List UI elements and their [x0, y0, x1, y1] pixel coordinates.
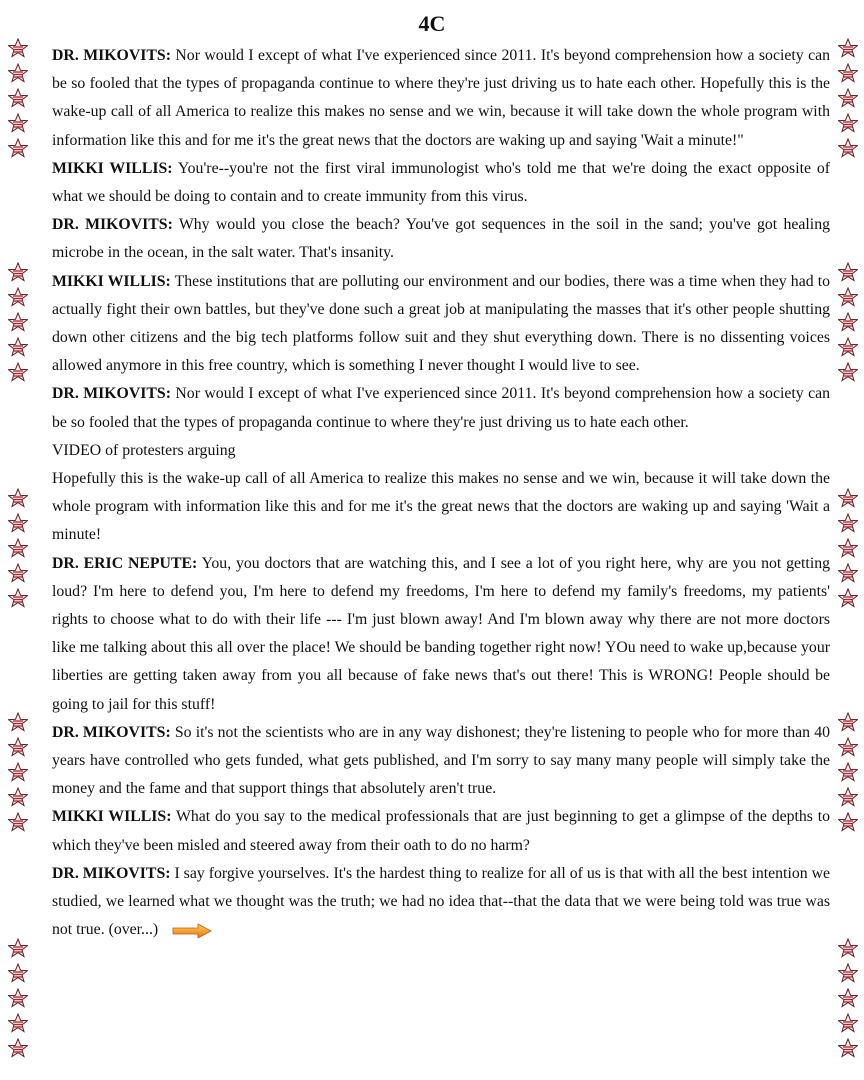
star-border-left-3 [8, 488, 28, 613]
transcript-entry [52, 860, 830, 945]
star-icon [8, 488, 28, 508]
transcript [52, 42, 830, 945]
star-icon [8, 812, 28, 832]
star-icon [838, 1038, 858, 1058]
star-icon [838, 538, 858, 558]
star-icon [8, 287, 28, 307]
star-icon [838, 138, 858, 158]
speaker-name: DR. MIKOVITS: [52, 723, 171, 741]
star-icon [8, 63, 28, 83]
star-border-left-2 [8, 262, 28, 387]
speaker-name: MIKKI WILLIS: [52, 272, 171, 290]
star-border-left-5 [8, 938, 28, 1063]
star-icon [838, 38, 858, 58]
star-icon [838, 337, 858, 357]
entry-text: I say forgive yourselves. It's the hardest thing to realize for all of us is that with all the best intention we studied, we learned what we thought was the truth; we had no idea that--that the data that we were being told was true was not true. (over...) [52, 864, 831, 939]
star-border-right-4 [838, 712, 858, 837]
star-icon [8, 113, 28, 133]
star-border-right-2 [838, 262, 858, 387]
transcript-entry [52, 719, 830, 804]
entry-text: You're--you're not the first viral immunologist who's told me that we're doing the exact opposite of what we should be doing to contain and to create immunity from this virus. [52, 159, 830, 206]
star-icon [8, 1038, 28, 1058]
star-icon [838, 787, 858, 807]
star-icon [8, 1013, 28, 1033]
transcript-entry [52, 465, 830, 550]
star-icon [838, 988, 858, 1008]
speaker-name: DR. MIKOVITS: [52, 385, 171, 403]
entry-text: Nor would I except of what I've experienced since 2011. It's beyond comprehension how a society can be so fooled that the types of propaganda continue to where they're just driving us to hate each other. Hopefully this is the wake-up call of all America to realize this makes no sense and we win, because it will take down the whole program with information like this and for me it's the great news that the doctors are waking up and saying 'Wait a minute!" [52, 47, 830, 149]
star-icon [838, 63, 858, 83]
star-icon [838, 262, 858, 282]
star-icon [838, 113, 858, 133]
star-icon [8, 312, 28, 332]
transcript-entry [52, 211, 830, 267]
transcript-entry [52, 155, 830, 211]
entry-text: Why would you close the beach? You've got sequences in the soil in the sand; you've got healing microbe in the ocean, in the salt water. That's insanity. [52, 216, 830, 262]
speaker-name: DR. MIKOVITS: [52, 864, 171, 882]
star-icon [838, 88, 858, 108]
star-icon [8, 138, 28, 158]
speaker-name: DR. MIKOVITS: [52, 216, 173, 234]
star-icon [838, 737, 858, 757]
star-icon [8, 513, 28, 533]
star-icon [838, 812, 858, 832]
star-icon [838, 963, 858, 983]
star-border-left-1 [8, 38, 28, 163]
transcript-entry [52, 268, 830, 381]
star-icon [838, 513, 858, 533]
entry-text: Nor would I except of what I've experienced since 2011. It's beyond comprehension how a society can be so fooled that the types of propaganda continue to where they're just driving us to hate each other. [52, 385, 830, 431]
speaker-name: MIKKI WILLIS: [52, 159, 173, 177]
star-border-right-1 [838, 38, 858, 163]
star-icon [838, 287, 858, 307]
speaker-name: DR. ERIC NEPUTE: [52, 554, 198, 572]
star-icon [838, 938, 858, 958]
star-icon [8, 563, 28, 583]
star-icon [8, 588, 28, 608]
entry-text: So it's not the scientists who are in any way dishonest; they're listening to people who for more than 40 years have controlled who gets funded, what gets published, and I'm sorry to say many many people will simply take the money and the fame and that support things that absolutely aren't true. [52, 723, 830, 798]
star-icon [8, 963, 28, 983]
star-icon [838, 762, 858, 782]
entry-text: Hopefully this is the wake-up call of all America to realize this makes no sense and we win, because it will take down the whole program with information like this and for me it's the great news that the doctors are waking up and saying 'Wait a minute! [52, 470, 830, 544]
speaker-name: DR. MIKOVITS: [52, 47, 171, 64]
transcript-entry [52, 42, 830, 155]
star-border-right-3 [838, 488, 858, 613]
star-icon [838, 488, 858, 508]
transcript-entry [52, 803, 830, 859]
star-icon [8, 787, 28, 807]
star-icon [838, 712, 858, 732]
entry-text: These institutions that are polluting our environment and our bodies, there was a time when they had to actually fight their own battles, but they've done such a great job at manipulating the masses that it's other people shutting down other citizens and the big tech platforms follow suit and they shut everything down. There is no dissenting voices allowed anymore in this free country, which is something I never thought I would live to see. [52, 272, 831, 375]
star-icon [8, 938, 28, 958]
arrow-right-icon [172, 923, 212, 939]
star-icon [8, 712, 28, 732]
star-icon [8, 88, 28, 108]
star-icon [838, 563, 858, 583]
star-border-left-4 [8, 712, 28, 837]
star-icon [838, 362, 858, 382]
star-icon [838, 312, 858, 332]
star-icon [8, 538, 28, 558]
transcript-entry [52, 550, 830, 719]
star-icon [8, 262, 28, 282]
speaker-name: MIKKI WILLIS: [52, 808, 172, 826]
transcript-entry [52, 380, 830, 436]
star-border-right-5 [838, 938, 858, 1063]
star-icon [8, 38, 28, 58]
stage-direction [52, 437, 830, 465]
star-icon [838, 1013, 858, 1033]
star-icon [8, 737, 28, 757]
entry-text: What do you say to the medical professionals that are just beginning to get a glimpse of the depths to which they've been misled and steered away from their oath to do no harm? [52, 808, 830, 854]
star-icon [838, 588, 858, 608]
entry-text: You, you doctors that are watching this, and I see a lot of you right here, why are you not getting loud? I'm here to defend you, I'm here to defend my freedoms, I'm here to defend my family's freedoms, my patients' rights to choose what to do with their life --- I'm just blown away! And I'm blown away why there are not more doctors like me talking about this all over the place! We should be banding together right now! YOu need to wake up,because your liberties are getting taken away from you all because of fake news that's out there! This is WRONG! People should be going to jail for this stuff! [52, 554, 831, 713]
star-icon [8, 988, 28, 1008]
star-icon [8, 362, 28, 382]
star-icon [8, 337, 28, 357]
entry-text: VIDEO of protesters arguing [52, 441, 236, 459]
star-icon [8, 762, 28, 782]
page-number: 4C [418, 11, 446, 36]
